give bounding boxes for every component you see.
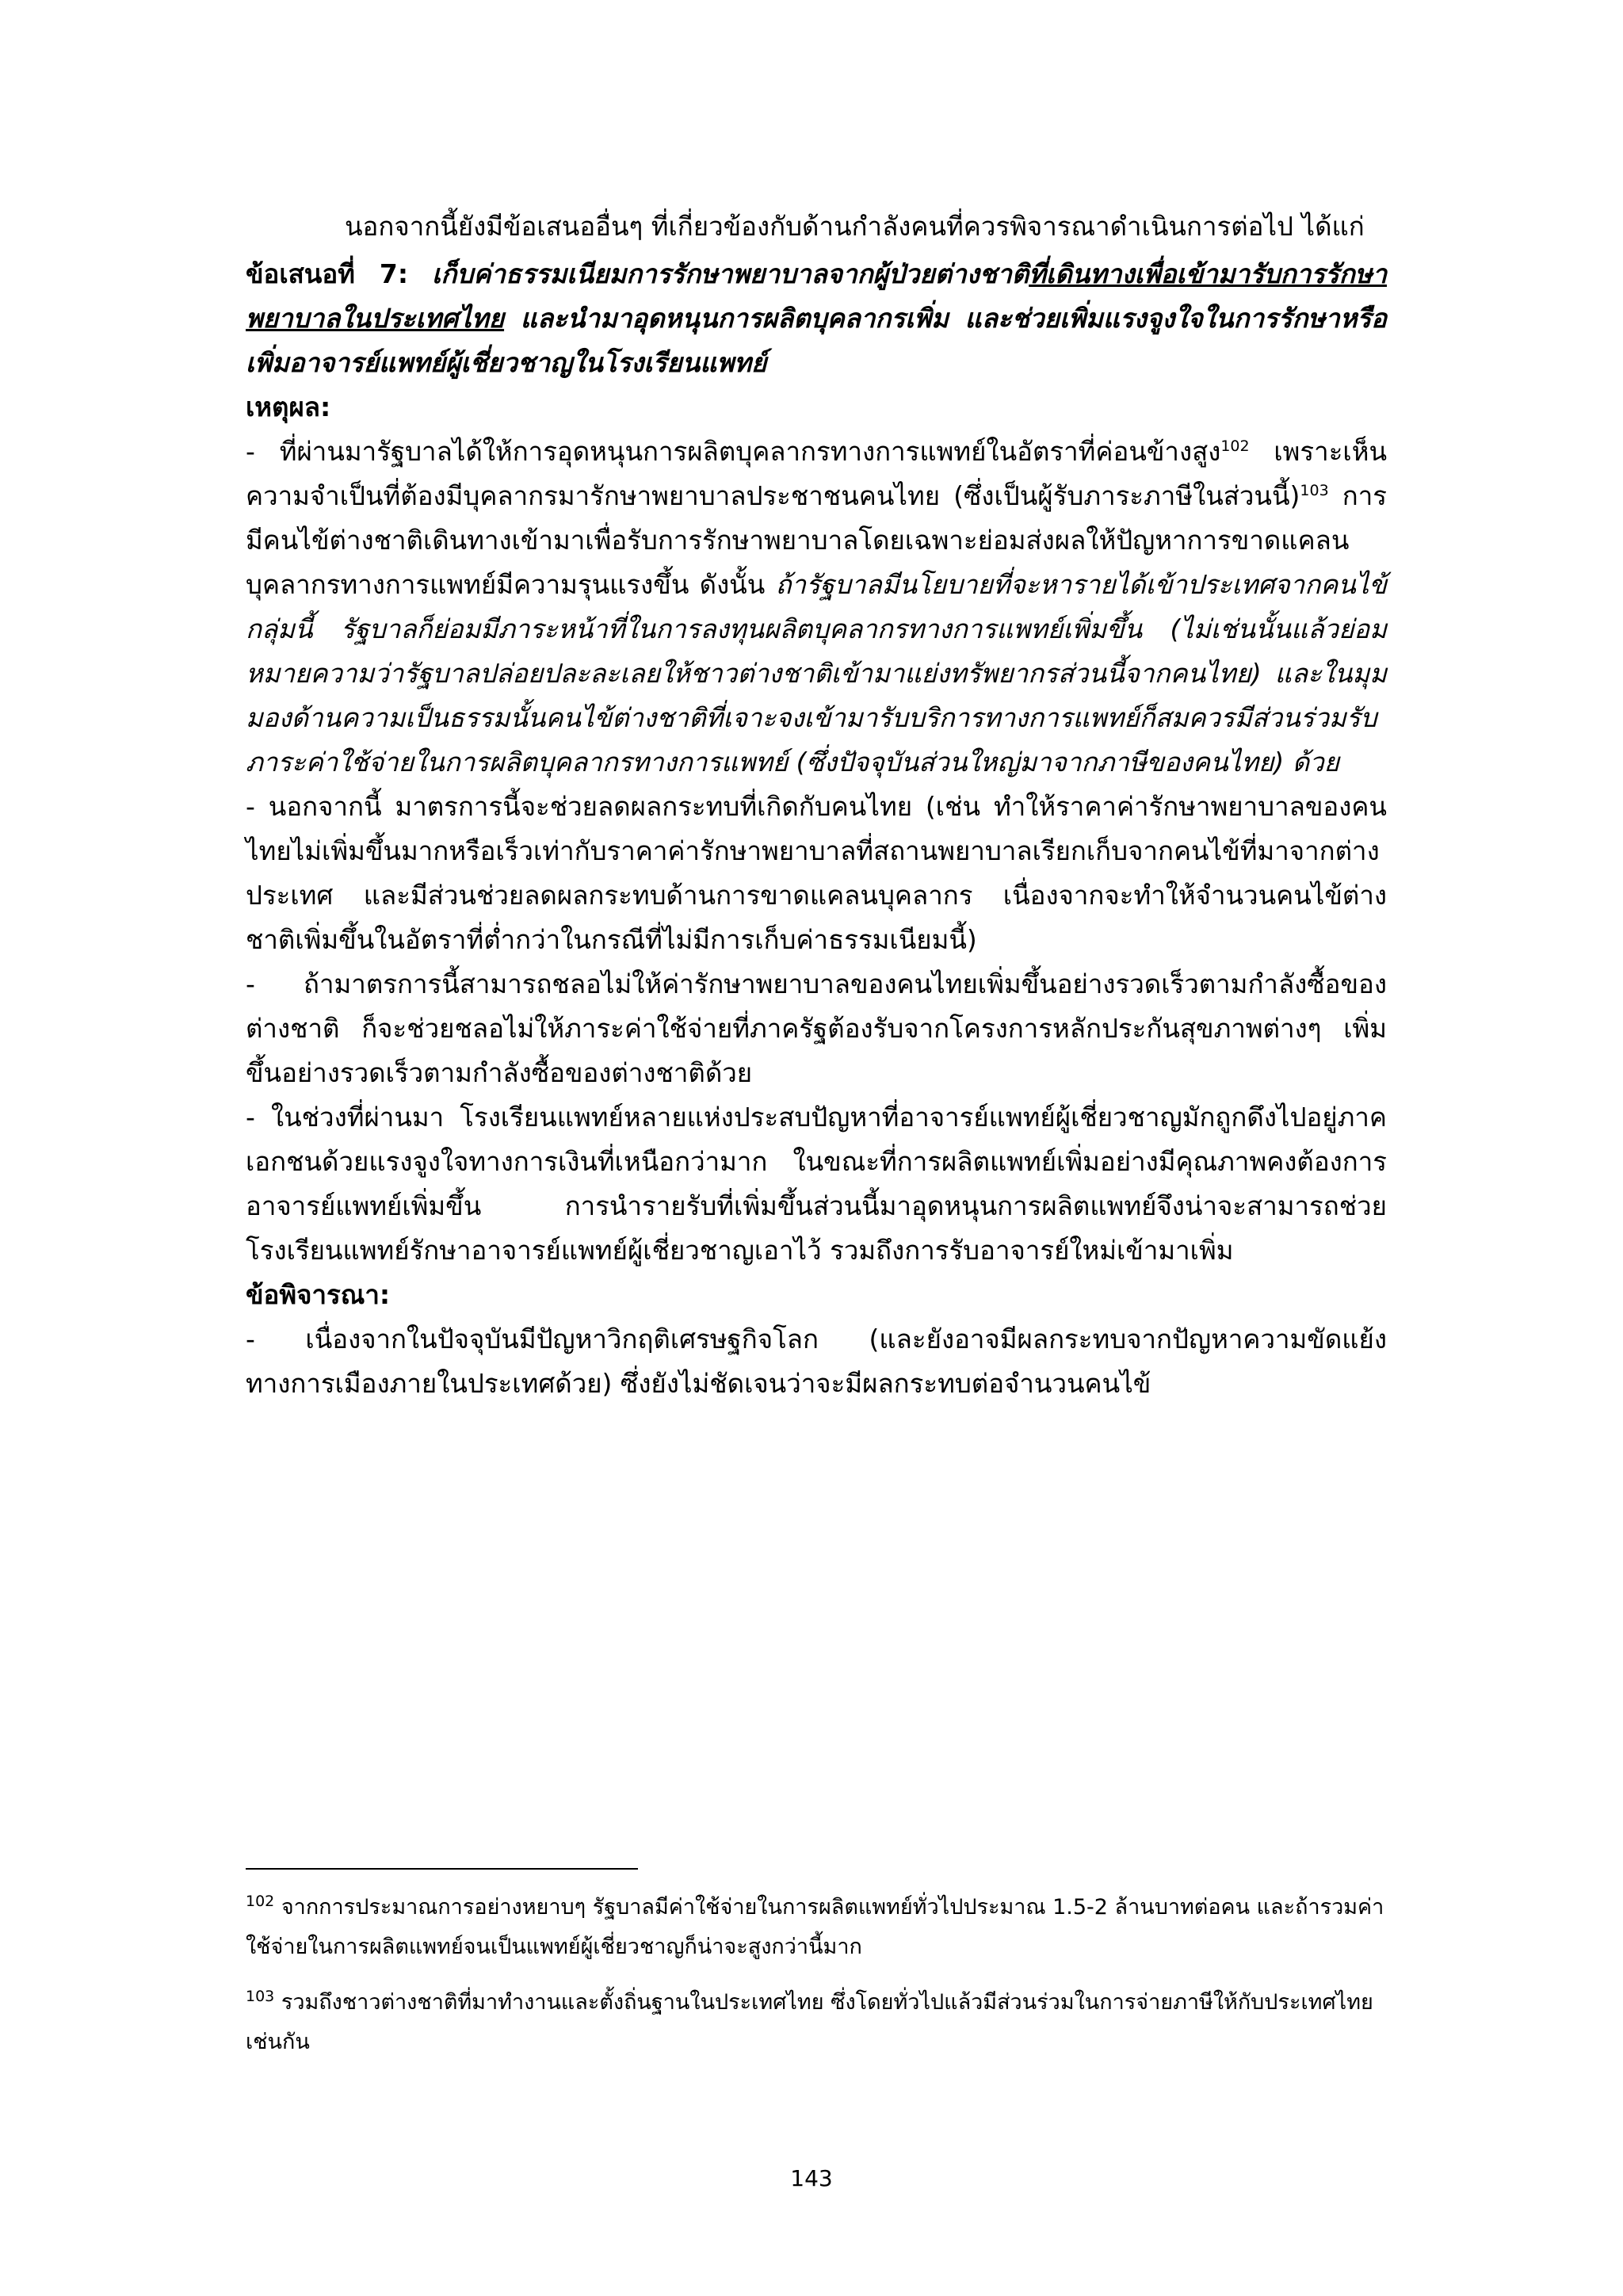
footnote-102 bbox=[246, 1888, 1387, 1967]
reason-1-text-a: - ที่ผ่านมารัฐบาลได้ให้การอุดหนุนการผลิตบุคลากรทางการแพทย์ในอัตราที่ค่อนข้างสูง bbox=[246, 436, 1221, 467]
proposal-label: ข้อเสนอที่ 7: bbox=[246, 258, 409, 289]
footnote-103 bbox=[246, 1983, 1387, 2062]
reason-1-italic: ถ้ารัฐบาลมีนโยบายที่จะหารายได้เข้าประเทศจากคนไข้กลุ่มนี้ รัฐบาลก็ย่อมมีภาระหน้าที่ในการลงทุนผลิตบุคลากรทางการแพทย์เพิ่มขึ้น (ไม่เช่นนั้นแล้วย่อมหมายความว่ารัฐบาลปล่อยปละละเลยให้ชาวต่างชาติเข้ามาแย่งทรัพยากรส่วนนี้จากคนไทย) และในมุมมองด้านความเป็นธรรมนั้นคนไข้ต่างชาติที่เจาะจงเข้ามารับบริการทางการแพทย์ก็สมควรมีส่วนร่วมรับภาระค่าใช้จ่ายในการผลิตบุคลากรทางการแพทย์ (ซึ่งปัจจุบันส่วนใหญ่มาจากภาษีของคนไทย) ด้วย bbox=[246, 569, 1387, 777]
proposal-text-part1: เก็บค่าธรรมเนียมการรักษาพยาบาลจากผู้ป่วยต่างชาติ bbox=[432, 258, 1029, 289]
footnote-number: 103 bbox=[246, 1988, 275, 2005]
proposal-text-underlined: ที่เดินทางเพื่อเข้ามารับการรักษาพยาบาลในประเทศไทย bbox=[246, 258, 1387, 334]
reason-paragraph-4: - ในช่วงที่ผ่านมา โรงเรียนแพทย์หลายแห่งประสบปัญหาที่อาจารย์แพทย์ผู้เชี่ยวชาญมักถูกดึงไปอยู่ภาคเอกชนด้วยแรงจูงใจทางการเงินที่เหนือกว่ามาก ในขณะที่การผลิตแพทย์เพิ่มอย่างมีคุณภาพคงต้องการอาจารย์แพทย์เพิ่มขึ้น การนำรายรับที่เพิ่มขึ้นส่วนนี้มาอุดหนุนการผลิตแพทย์จึงน่าจะสามารถช่วยโรงเรียนแพทย์รักษาอาจารย์แพทย์ผู้เชี่ยวชาญเอาไว้ รวมถึงการรับอาจารย์ใหม่เข้ามาเพิ่ม bbox=[246, 1102, 1387, 1266]
reason-1-text-c: การมีคนไข้ต่างชาติเดินทางเข้ามาเพื่อรับการรักษาพยาบาลโดยเฉพาะย่อมส่งผลให้ปัญหาการขาดแคลนบุคลากรทางการแพทย์มีความรุนแรงขึ้น ดังนั้น bbox=[246, 480, 1387, 600]
reason-paragraph-3: - ถ้ามาตรการนี้สามารถชลอไม่ให้ค่ารักษาพยาบาลของคนไทยเพิ่มขึ้นอย่างรวดเร็วตามกำลังซื้อของต่างชาติ ก็จะช่วยชลอไม่ให้ภาระค่าใช้จ่ายที่ภาครัฐต้องรับจากโครงการหลักประกันสุขภาพต่างๆ เพิ่มขึ้นอย่างรวดเร็วตามกำลังซื้อของต่างชาติด้วย bbox=[246, 968, 1387, 1088]
reason-paragraph-2: - นอกจากนี้ มาตรการนี้จะช่วยลดผลกระทบที่เกิดกับคนไทย (เช่น ทำให้ราคาค่ารักษาพยาบาลของคนไทยไม่เพิ่มขึ้นมากหรือเร็วเท่ากับราคาค่ารักษาพยาบาลที่สถานพยาบาลเรียกเก็บจากคนไข้ที่มาจากต่างประเทศ และมีส่วนช่วยลดผลกระทบด้านการขาดแคลนบุคลากร เนื่องจากจะทำให้จำนวนคนไข้ต่างชาติเพิ่มขึ้นในอัตราที่ต่ำกว่าในกรณีที่ไม่มีการเก็บค่าธรรมเนียมนี้) bbox=[246, 791, 1387, 955]
reason-paragraph-1 bbox=[246, 430, 1387, 785]
reason-1-text-b: เพราะเห็นความจำเป็นที่ต้องมีบุคลากรมารักษาพยาบาลประชาชนคนไทย (ซึ่งเป็นผู้รับภาระภาษีในส่วนนี้) bbox=[246, 436, 1388, 511]
footnote-number: 102 bbox=[246, 1893, 275, 1910]
body-text bbox=[246, 204, 1387, 1406]
consideration-paragraph-1: - เนื่องจากในปัจจุบันมีปัญหาวิกฤติเศรษฐกิจโลก (และยังอาจมีผลกระทบจากปัญหาความขัดแย้งทางการเมืองภายในประเทศด้วย) ซึ่งยังไม่ชัดเจนว่าจะมีผลกระทบต่อจำนวนคนไข้ bbox=[246, 1324, 1387, 1399]
proposal-heading bbox=[246, 252, 1387, 385]
page-number: 143 bbox=[790, 2165, 833, 2191]
footnote-text: รวมถึงชาวต่างชาติที่มาทำงานและตั้งถิ่นฐานในประเทศไทย ซึ่งโดยทั่วไปแล้วมีส่วนร่วมในการจ่ายภาษีให้กับประเทศไทยเช่นกัน bbox=[246, 1990, 1373, 2054]
footnote-text: จากการประมาณการอย่างหยาบๆ รัฐบาลมีค่าใช้จ่ายในการผลิตแพทย์ทั่วไปประมาณ 1.5-2 ล้านบาทต่อคน และถ้ารวมค่าใช้จ่ายในการผลิตแพทย์จนเป็นแพทย์ผู้เชี่ยวชาญก็น่าจะสูงกว่านี้มาก bbox=[246, 1895, 1384, 1959]
footnote-ref-103: 103 bbox=[1300, 482, 1329, 499]
considerations-heading: ข้อพิจารณา: bbox=[246, 1279, 391, 1310]
footnote-ref-102: 102 bbox=[1220, 437, 1250, 455]
reasons-heading: เหตุผล: bbox=[246, 392, 331, 422]
proposal-text-part3: และนำมาอุดหนุนการผลิตบุคลากรเพิ่ม และช่วยเพิ่มแรงจูงใจในการรักษาหรือเพิ่มอาจารย์แพทย์ผู้เชี่ยวชาญในโรงเรียนแพทย์ bbox=[246, 303, 1387, 378]
intro-paragraph: นอกจากนี้ยังมีข้อเสนออื่นๆ ที่เกี่ยวข้องกับด้านกำลังคนที่ควรพิจารณาดำเนินการต่อไป ได้แก่ bbox=[345, 211, 1365, 242]
footnote-divider bbox=[246, 1868, 638, 1870]
